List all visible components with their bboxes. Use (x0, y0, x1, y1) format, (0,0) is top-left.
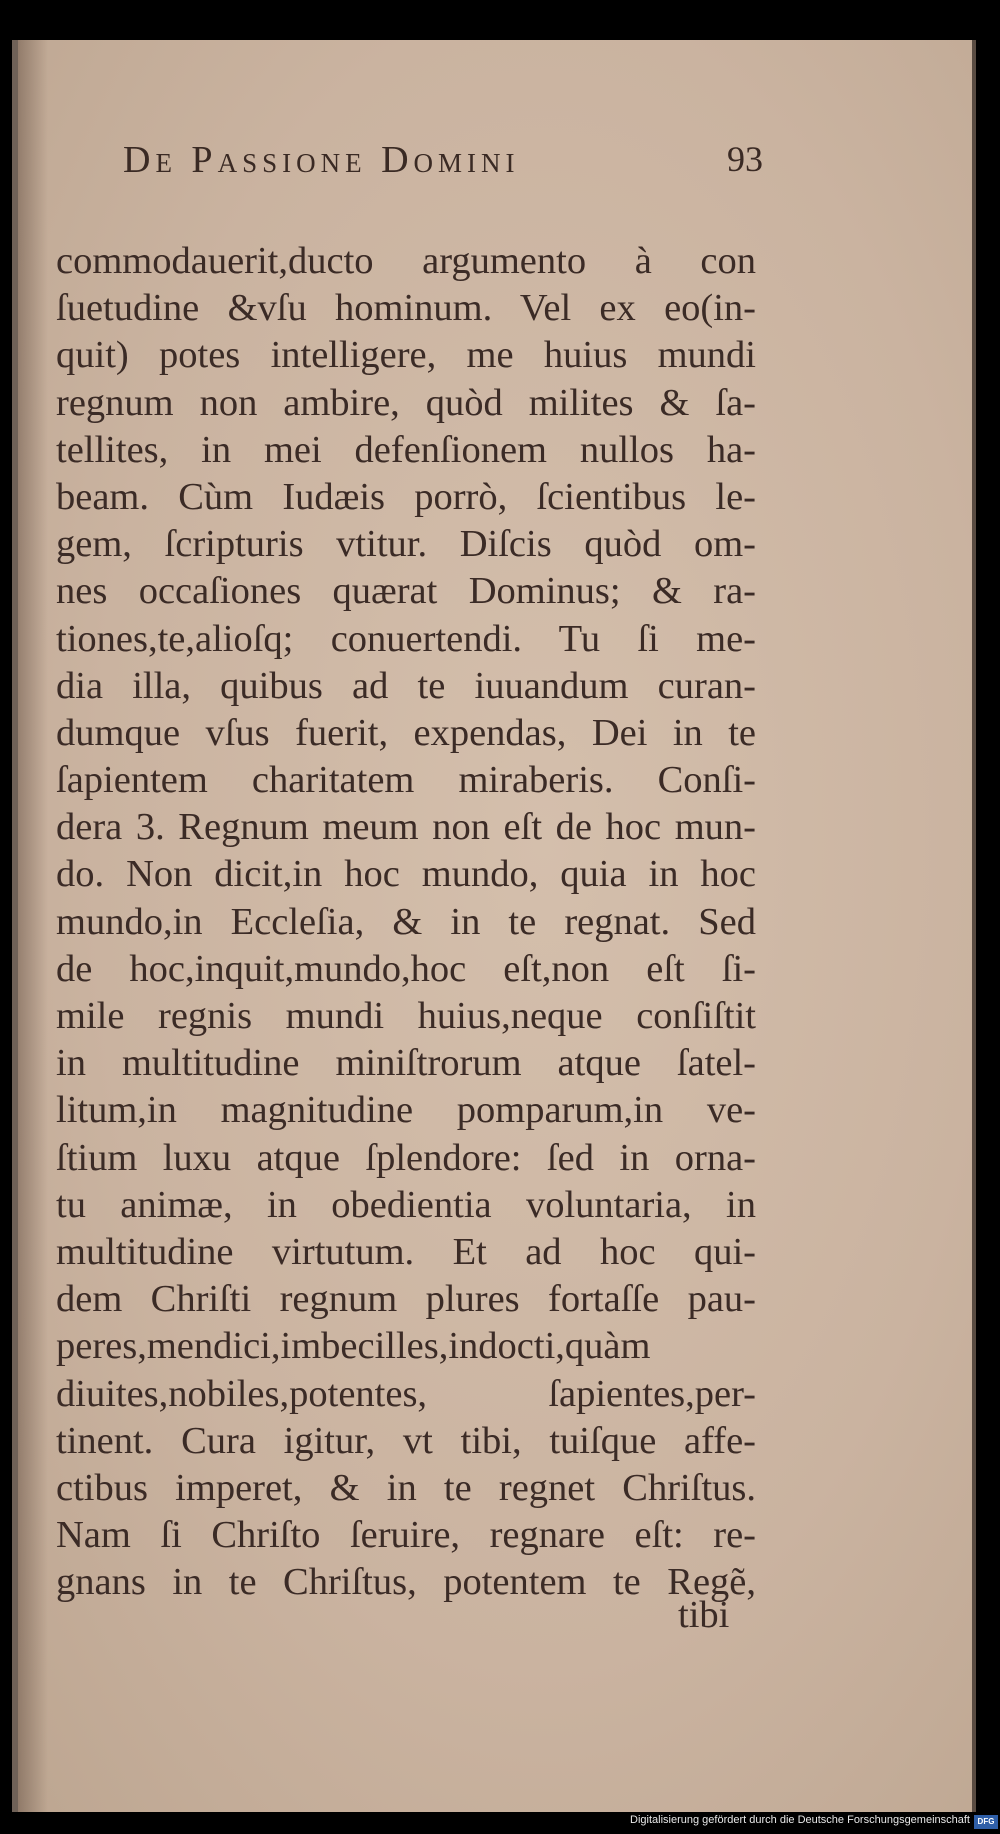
text-line: in multitudine miniſtrorum atque ſatel- (56, 1042, 756, 1085)
body-text (56, 238, 756, 1606)
catchword: tibi (678, 1594, 730, 1636)
text-line: ſapientem charitatem miraberis. Conſi- (56, 759, 756, 802)
text-line: Nam ſi Chriſto ſeruire, regnare eſt: re- (56, 1514, 756, 1557)
text-line: diuites,nobiles,potentes, ſapientes,per- (56, 1372, 756, 1415)
text-line: do. Non dicit,in hoc mundo, quia in hoc (56, 853, 756, 896)
page-header (123, 138, 763, 188)
text-line: litum,in magnitudine pomparum,in ve- (56, 1089, 756, 1132)
text-line: tellites, in mei defenſionem nullos ha- (56, 428, 756, 471)
text-line: tu animæ, in obedientia voluntaria, in (56, 1183, 756, 1226)
text-line: ſuetudine &vſu hominum. Vel ex eo(in- (56, 287, 756, 330)
text-line: commodauerit,ducto argumento à con (56, 240, 756, 282)
book-page (12, 40, 976, 1812)
text-line: regnum non ambire, quòd milites & ſa- (56, 381, 756, 424)
text-line: nes occaſiones quærat Dominus; & ra- (56, 570, 756, 613)
text-line-scripture: dera 3. Regnum meum non eſt de hoc mun- (56, 806, 756, 849)
dfg-logo: DFG (974, 1815, 998, 1829)
digitization-footer (0, 1812, 1000, 1834)
funding-credit: Digitalisierung gefördert durch die Deutsche Forschungsgemeinschaft (630, 1814, 970, 1826)
text-line: tinent. Cura igitur, vt tibi, tuiſque affe- (56, 1419, 756, 1462)
text-line: ctibus imperet, & in te regnet Chriſtus. (56, 1466, 756, 1509)
text-line: dumque vſus fuerit, expendas, Dei in te (56, 711, 756, 754)
text-line: dem Chriſti regnum plures fortaſſe pau- (56, 1278, 756, 1321)
text-line: beam. Cùm Iudæis porrò, ſcientibus le- (56, 475, 756, 518)
text-line: de hoc,inquit,mundo,hoc eſt,non eſt ſi- (56, 947, 756, 990)
text-line: dia illa, quibus ad te iuuandum curan- (56, 664, 756, 707)
text-line: quit) potes intelligere, me huius mundi (56, 334, 756, 377)
text-line: gnans in te Chriſtus, potentem te Regẽ, (56, 1561, 756, 1604)
text-line: ſtium luxu atque ſplendore: ſed in orna- (56, 1136, 756, 1179)
text-line: peres,mendici,imbecilles,indocti,quàm (56, 1325, 651, 1368)
running-title: De Passione Domini (123, 139, 520, 181)
gutter-shadow (18, 40, 48, 1812)
page-number: 93 (727, 139, 763, 179)
text-line: gem, ſcripturis vtitur. Diſcis quòd om- (56, 523, 756, 566)
text-line: tiones,te,alioſq; conuertendi. Tu ſi me- (56, 617, 756, 660)
text-line: multitudine virtutum. Et ad hoc qui- (56, 1230, 756, 1273)
text-line: mundo,in Eccleſia, & in te regnat. Sed (56, 900, 756, 943)
text-line: mile regnis mundi huius,neque conſiſtit (56, 995, 756, 1037)
